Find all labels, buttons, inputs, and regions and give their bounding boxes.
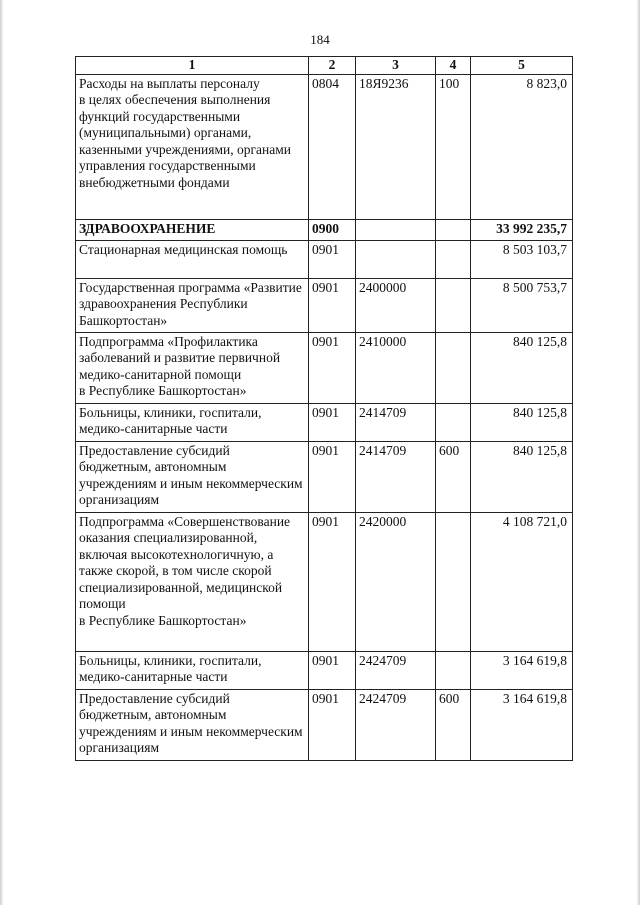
table-row: [76, 240, 573, 278]
row-amount-cell: 33 992 235,7: [471, 219, 573, 240]
budget-table: [75, 56, 573, 761]
row-target-cell: [356, 219, 436, 240]
row-amount-cell: 840 125,8: [471, 403, 573, 441]
row-type-cell: 100: [436, 74, 471, 219]
row-name-cell: Больницы, клиники, госпитали, медико-санитарные части: [76, 651, 309, 689]
row-type-cell: [436, 403, 471, 441]
row-section-cell: 0901: [309, 689, 356, 760]
row-name-cell: Расходы на выплаты персоналу в целях обеспечения выполнения функций государственными (муниципальными) органами, казенными учреждениями, органами управления государственными внебюджетными фондами: [76, 74, 309, 219]
row-amount-cell: 840 125,8: [471, 441, 573, 512]
row-section-cell: 0901: [309, 332, 356, 403]
row-section-cell: 0901: [309, 278, 356, 332]
page-number: 184: [310, 32, 330, 47]
table-header-row: [76, 57, 573, 75]
table-row: [76, 512, 573, 651]
row-name-cell: Государственная программа «Развитие здравоохранения Республики Башкортостан»: [76, 278, 309, 332]
row-target-cell: 18Я9236: [356, 74, 436, 219]
row-type-cell: [436, 278, 471, 332]
row-section-cell: 0900: [309, 219, 356, 240]
header-col-5: 5: [471, 57, 573, 75]
row-target-cell: 2424709: [356, 651, 436, 689]
table-row: [76, 278, 573, 332]
row-type-cell: 600: [436, 441, 471, 512]
row-name-cell: Больницы, клиники, госпитали, медико-санитарные части: [76, 403, 309, 441]
scan-edge-left: [0, 0, 3, 905]
row-type-cell: [436, 219, 471, 240]
row-type-cell: 600: [436, 689, 471, 760]
header-col-3: 3: [356, 57, 436, 75]
table-row: [76, 651, 573, 689]
row-section-cell: 0901: [309, 403, 356, 441]
row-section-cell: 0901: [309, 441, 356, 512]
row-section-cell: 0901: [309, 651, 356, 689]
row-amount-cell: 3 164 619,8: [471, 689, 573, 760]
table-row: [76, 403, 573, 441]
row-section-cell: 0901: [309, 512, 356, 651]
row-target-cell: 2424709: [356, 689, 436, 760]
row-type-cell: [436, 240, 471, 278]
table-row: [76, 689, 573, 760]
header-col-1: 1: [76, 57, 309, 75]
row-target-cell: 2414709: [356, 441, 436, 512]
row-type-cell: [436, 512, 471, 651]
row-type-cell: [436, 651, 471, 689]
row-target-cell: 2410000: [356, 332, 436, 403]
header-col-4: 4: [436, 57, 471, 75]
row-section-cell: 0804: [309, 74, 356, 219]
row-amount-cell: 8 500 753,7: [471, 278, 573, 332]
row-type-cell: [436, 332, 471, 403]
row-name-cell: Стационарная медицинская помощь: [76, 240, 309, 278]
row-target-cell: 2414709: [356, 403, 436, 441]
row-amount-cell: 3 164 619,8: [471, 651, 573, 689]
row-target-cell: 2400000: [356, 278, 436, 332]
row-amount-cell: 4 108 721,0: [471, 512, 573, 651]
header-col-2: 2: [309, 57, 356, 75]
row-target-cell: [356, 240, 436, 278]
row-name-cell: Подпрограмма «Профилактика заболеваний и развитие первичной медико-санитарной помощи в Республике Башкортостан»: [76, 332, 309, 403]
table-row: [76, 332, 573, 403]
row-amount-cell: 8 823,0: [471, 74, 573, 219]
row-name-cell: Подпрограмма «Совершенствование оказания специализированной, включая высокотехнологичную, а также скорой, в том числе скорой специализированной, медицинской помощи в Республике Башкортостан»: [76, 512, 309, 651]
table-row: [76, 74, 573, 219]
row-amount-cell: 840 125,8: [471, 332, 573, 403]
row-name-cell: Предоставление субсидий бюджетным, автономным учреждениям и иным некоммерческим организациям: [76, 441, 309, 512]
row-target-cell: 2420000: [356, 512, 436, 651]
row-name-cell: ЗДРАВООХРАНЕНИЕ: [76, 219, 309, 240]
table-row: [76, 441, 573, 512]
row-section-cell: 0901: [309, 240, 356, 278]
row-name-cell: Предоставление субсидий бюджетным, автономным учреждениям и иным некоммерческим организациям: [76, 689, 309, 760]
row-amount-cell: 8 503 103,7: [471, 240, 573, 278]
table-row: [76, 219, 573, 240]
